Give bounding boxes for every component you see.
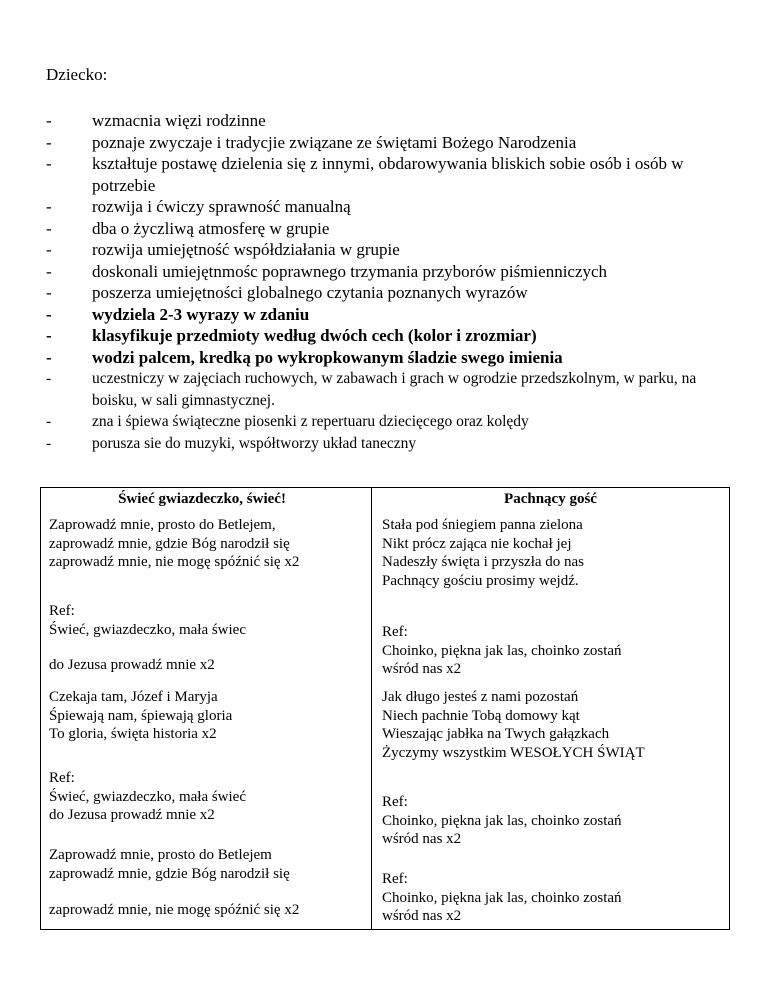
- song-column-left: [41, 488, 363, 929]
- goal-item: - rozwija umiejętność współdziałania w grupie: [46, 239, 736, 261]
- song-column-right: [371, 488, 729, 929]
- goal-item: - uczestniczy w zajęciach ruchowych, w zabawach i grach w ogrodzie przedszkolnym, w parku, na boisku, w sali gimnastycznej.: [46, 368, 736, 411]
- goal-item: - zna i śpiewa świąteczne piosenki z repertuaru dziecięcego oraz kolędy: [46, 411, 736, 433]
- goal-item: - kształtuje postawę dzielenia się z innymi, obdarowywania bliskich sobie osób i osób w potrzebie: [46, 153, 736, 196]
- goal-item: - doskonali umiejętnmośc poprawnego trzymania przyborów piśmienniczych: [46, 261, 736, 283]
- goal-item: - poszerza umiejętności globalnego czytania poznanych wyrazów: [46, 282, 736, 304]
- goal-item: - poznaje zwyczaje i tradycjie związane ze świętami Bożego Narodzenia: [46, 132, 736, 154]
- song-refrain: Ref: Świeć, gwiazdeczko, mała świeć do Jezusa prowadź mnie x2: [49, 770, 246, 823]
- goal-item: - dba o życzliwą atmosferę w grupie: [46, 218, 736, 240]
- song-refrain: Ref: Choinko, piękna jak las, choinko zostań wśród nas x2: [382, 871, 622, 924]
- goal-item: - wodzi palcem, kredką po wykropkowanym śladzie swego imienia: [46, 347, 736, 369]
- song-refrain: Ref: Świeć, gwiazdeczko, mała świec: [49, 603, 246, 638]
- song-stanza: Zaprowadź mnie, prosto do Betlejem zaprowadź mnie, gdzie Bóg narodził się: [49, 847, 290, 882]
- goal-item: - klasyfikuje przedmioty według dwóch cech (kolor i zrozmiar): [46, 325, 736, 347]
- song-refrain: Ref: Choinko, piękna jak las, choinko zostań wśród nas x2: [382, 794, 622, 847]
- heading: Dziecko:: [46, 65, 108, 84]
- song-stanza: zaprowadź mnie, nie mogę spóźnić się x2: [49, 902, 300, 918]
- goal-item: - rozwija i ćwiczy sprawność manualną: [46, 196, 736, 218]
- goal-item: - wydziela 2-3 wyrazy w zdaniu: [46, 304, 736, 326]
- song-title: Świeć gwiazdeczko, świeć!: [118, 491, 286, 507]
- song-stanza: Zaprowadź mnie, prosto do Betlejem, zaprowadź mnie, gdzie Bóg narodził się zaprowadź mnie, nie mogę spóźnić się x2: [49, 517, 300, 570]
- column-gap: [363, 488, 371, 929]
- song-stanza: do Jezusa prowadź mnie x2: [49, 657, 215, 673]
- song-stanza: Stała pod śniegiem panna zielona Nikt prócz zająca nie kochał jej Nadeszły święta i przyszła do nas Pachnący gościu prosimy wejdź.: [382, 517, 585, 589]
- songs-table: [40, 487, 730, 930]
- song-stanza: Jak długo jesteś z nami pozostań Niech pachnie Tobą domowy kąt Wieszając jabłka na Twych gałązkach Życzymy wszystkim WESOŁYCH ŚWIĄT: [382, 689, 645, 761]
- goal-item: - porusza sie do muzyki, współtworzy układ taneczny: [46, 433, 736, 455]
- song-stanza: Czekaja tam, Józef i Maryja Śpiewają nam, śpiewają gloria To gloria, święta historia x2: [49, 689, 233, 742]
- song-refrain: Ref: Choinko, piękna jak las, choinko zostań wśród nas x2: [382, 624, 622, 677]
- goal-item: - wzmacnia więzi rodzinne: [46, 110, 736, 132]
- song-title: Pachnący gość: [504, 491, 597, 507]
- goals-list: [46, 110, 736, 454]
